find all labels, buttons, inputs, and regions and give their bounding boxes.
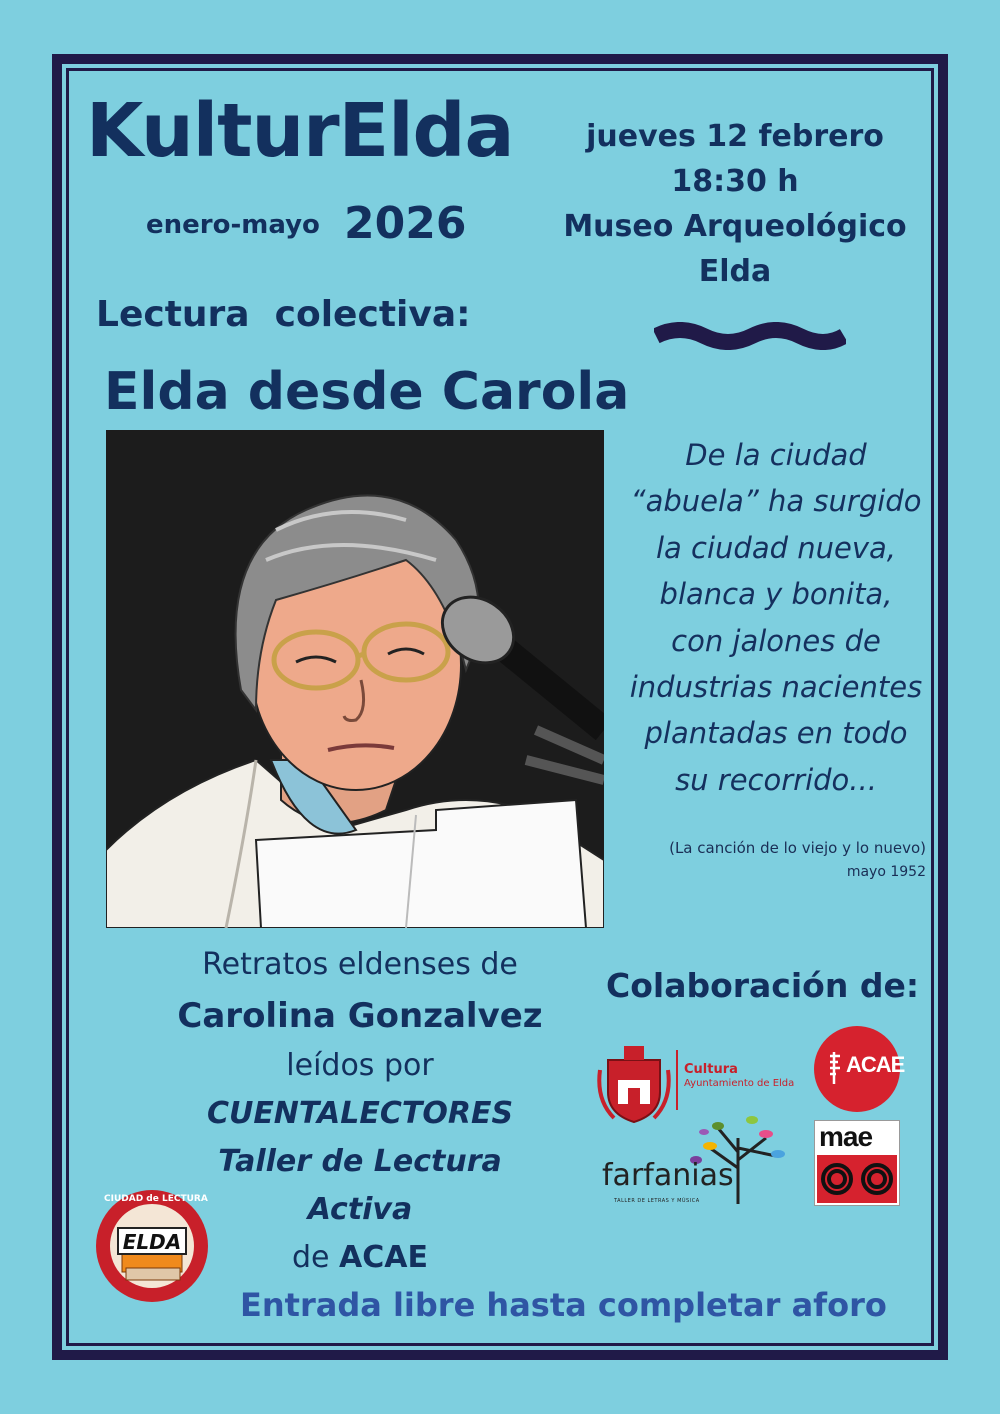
farfanias-wordmark: farfanias [602, 1158, 734, 1193]
portrait-svg [106, 430, 604, 928]
authors-intro: Retratos eldenses de [202, 947, 518, 982]
ciudad-de-lectura-center: ELDA [122, 1230, 182, 1254]
group-org-prefix: de [292, 1240, 330, 1275]
event-details [560, 114, 910, 294]
group-org-name: ACAE [339, 1240, 428, 1275]
acae-logo-text: ACAE [846, 1052, 905, 1077]
quote-source-title: (La canción de lo viejo y lo nuevo) [669, 839, 926, 857]
event-city: Elda [698, 254, 772, 289]
season-year: 2026 [344, 198, 467, 249]
quote-line: De la ciudad [685, 438, 867, 472]
quote-text [616, 432, 936, 803]
poster-title: KulturElda [86, 88, 514, 174]
quote-line: la ciudad nueva, [656, 530, 896, 565]
ciudad-de-lectura-badge [94, 1188, 210, 1304]
authors-block [150, 940, 570, 1282]
quote-line: con jalones de [671, 623, 881, 658]
group-name-line-1: CUENTALECTORES [206, 1096, 514, 1131]
quote-line: “abuela” ha surgido [630, 484, 922, 519]
read-by-label: leídos por [286, 1048, 434, 1083]
portrait-illustration [106, 430, 604, 928]
group-org-line [150, 1234, 570, 1282]
quote-line: plantadas en todo [644, 716, 908, 751]
quote-line: blanca y bonita, [659, 577, 893, 612]
reading-title: Elda desde Carola [104, 362, 630, 422]
wave-divider [654, 322, 846, 350]
author-name: Carolina Gonzalvez [177, 996, 543, 1036]
quote-line: industrias nacientes [629, 670, 923, 705]
mae-spiral-icon [815, 1155, 899, 1205]
group-name-line-3: Activa [307, 1192, 413, 1227]
reading-type: Lectura colectiva: [96, 294, 471, 335]
ciudad-de-lectura-ring-text: CIUDAD de LECTURA [104, 1194, 208, 1204]
quote-source-date: mayo 1952 [846, 864, 926, 880]
farfanias-logo [598, 1108, 794, 1208]
cultura-title: Cultura [684, 1062, 738, 1077]
farfanias-tagline: TALLER DE LETRAS Y MÚSICA [614, 1198, 700, 1204]
mae-logo [814, 1120, 900, 1206]
event-date: jueves 12 febrero [586, 119, 884, 154]
event-venue: Museo Arqueológico [563, 209, 907, 244]
admission-note: Entrada libre hasta completar aforo [240, 1286, 887, 1324]
season-period: enero-mayo [146, 210, 320, 240]
acae-logo [814, 1026, 905, 1112]
quote-line: su recorrido... [675, 762, 877, 797]
cultura-subtitle: Ayuntamiento de Elda [684, 1078, 795, 1089]
collaboration-heading: Colaboración de: [606, 966, 920, 1005]
event-time: 18:30 h [671, 164, 799, 199]
quote-source [620, 836, 926, 884]
mae-logo-text: mae [819, 1121, 873, 1152]
group-name-line-2: Taller de Lectura [218, 1144, 502, 1179]
